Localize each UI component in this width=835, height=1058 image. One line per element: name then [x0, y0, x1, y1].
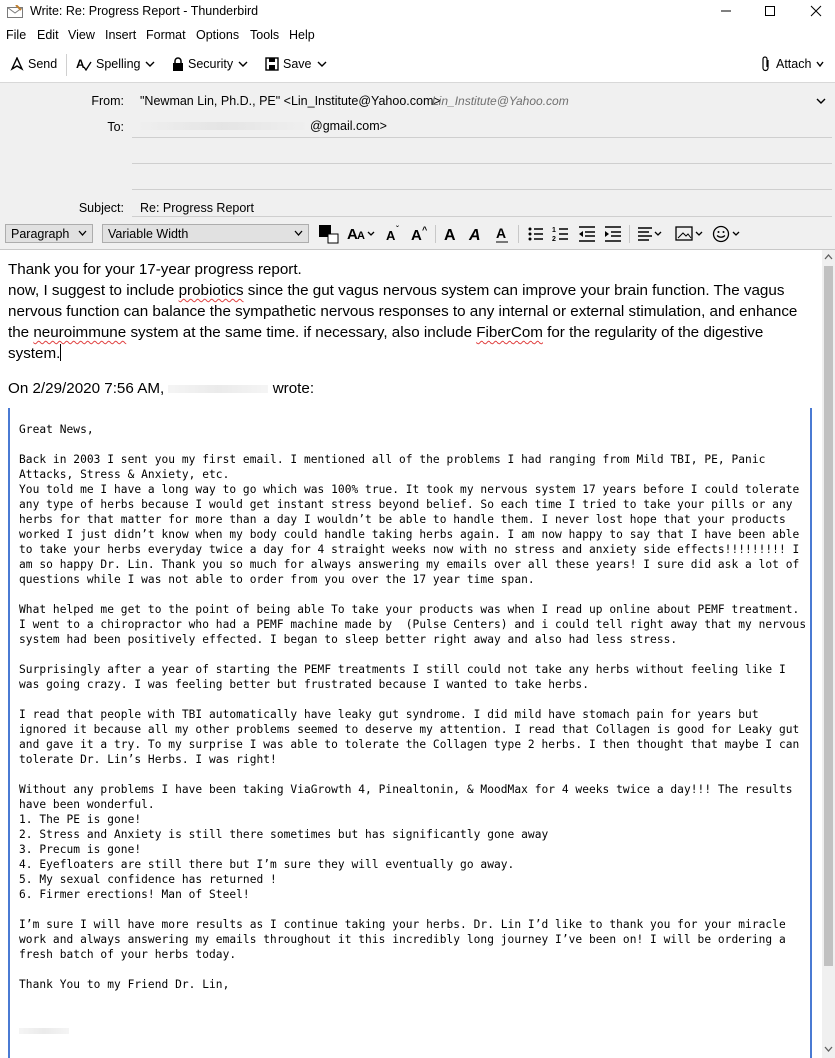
- from-select[interactable]: [132, 89, 832, 111]
- chevron-down-icon[interactable]: [815, 59, 825, 69]
- subject-label: Subject:: [78, 201, 124, 215]
- svg-text:A: A: [496, 225, 507, 241]
- reply-text: [8, 259, 813, 364]
- misspelled-word[interactable]: probiotics: [178, 282, 244, 299]
- format-toolbar: [0, 219, 835, 250]
- svg-text:A: A: [347, 226, 358, 243]
- svg-text:1: 1: [552, 227, 556, 234]
- attach-button[interactable]: [760, 54, 825, 74]
- reply-text-segment: for the regularity of the digestive system.: [8, 324, 764, 362]
- from-label: From:: [91, 94, 124, 108]
- menu-format[interactable]: Format: [146, 28, 186, 42]
- toolbar-separator: [66, 54, 67, 76]
- title-bar: [0, 0, 835, 24]
- subject-input[interactable]: Re: Progress Report: [140, 201, 254, 215]
- paperclip-icon: [760, 56, 772, 72]
- chevron-down-icon[interactable]: [237, 59, 249, 69]
- font-select[interactable]: [102, 224, 309, 243]
- attribution-date: On 2/29/2020 7:56 AM,: [8, 380, 165, 397]
- indent-icon[interactable]: [604, 224, 622, 244]
- save-icon: [265, 57, 279, 71]
- save-label: Save: [283, 57, 312, 71]
- chevron-down-icon: [78, 230, 87, 237]
- message-headers: [0, 82, 835, 220]
- bold-icon[interactable]: [443, 224, 461, 244]
- scroll-up-icon[interactable]: [824, 253, 833, 261]
- subject-underline: [132, 216, 832, 217]
- menu-help[interactable]: Help: [289, 28, 315, 42]
- send-button[interactable]: [10, 54, 57, 74]
- quoted-message: [8, 408, 812, 1058]
- svg-text:^: ^: [422, 225, 428, 235]
- attach-label: Attach: [776, 57, 812, 71]
- chevron-down-icon: [294, 230, 303, 237]
- body-scrollbar[interactable]: [822, 250, 835, 1058]
- save-button[interactable]: [265, 54, 328, 74]
- format-separator: [629, 225, 630, 243]
- menu-options[interactable]: Options: [196, 28, 240, 42]
- outdent-icon[interactable]: [578, 224, 596, 244]
- redacted-recipient: [140, 122, 305, 130]
- scroll-thumb[interactable]: [824, 266, 833, 966]
- format-separator: [435, 225, 436, 243]
- to-label: To:: [107, 120, 124, 134]
- menu-file[interactable]: File: [6, 28, 27, 42]
- reply-text-segment: now, I suggest to include: [8, 282, 179, 299]
- scroll-down-icon[interactable]: [824, 1045, 833, 1053]
- svg-text:A: A: [444, 227, 456, 244]
- compose-icon: [7, 5, 23, 18]
- security-label: Security: [188, 57, 234, 71]
- chevron-down-icon[interactable]: [144, 59, 156, 69]
- reply-text-segment: since the gut vagus nervous system can improve your brain function. The vagus nervous function can balance the sympathetic nervous responses to any internal or external stimulation, and enhance the: [8, 282, 798, 341]
- window-title: Write: Re: Progress Report - Thunderbird: [30, 4, 259, 18]
- svg-text:ˇ: ˇ: [396, 225, 399, 234]
- compose-toolbar: [0, 50, 835, 78]
- close-button[interactable]: [805, 2, 827, 20]
- maximize-button[interactable]: [759, 2, 781, 20]
- spelling-button[interactable]: [76, 54, 156, 74]
- to-underline: [132, 137, 832, 138]
- redacted-signature: [19, 1028, 69, 1034]
- svg-text:2: 2: [552, 236, 556, 243]
- quote-attribution: [8, 380, 314, 397]
- reply-text-segment: system at the same time. if necessary, also include: [126, 324, 477, 341]
- svg-text:A: A: [76, 57, 85, 71]
- numbered-list-icon[interactable]: [552, 224, 570, 244]
- recipient-row-2[interactable]: [132, 163, 832, 164]
- redacted-sender: [168, 385, 268, 393]
- increase-font-icon[interactable]: [410, 224, 430, 244]
- svg-text:A: A: [357, 230, 365, 242]
- paragraph-format-value: Paragraph: [11, 227, 70, 241]
- send-icon: [10, 57, 24, 71]
- chevron-down-icon: [815, 96, 827, 106]
- send-label: Send: [28, 57, 58, 71]
- chevron-down-icon[interactable]: [316, 59, 328, 69]
- security-button[interactable]: [172, 54, 249, 74]
- text-color-icon[interactable]: [318, 224, 340, 244]
- font-size-icon[interactable]: [347, 224, 377, 244]
- italic-icon[interactable]: [468, 224, 486, 244]
- from-identity: Lin_Institute@Yahoo.com: [432, 94, 569, 108]
- spelling-icon: [76, 57, 92, 71]
- to-value: @gmail.com>: [310, 119, 387, 133]
- lock-icon: [172, 57, 184, 71]
- insert-image-icon[interactable]: [675, 224, 705, 244]
- menu-edit[interactable]: Edit: [37, 28, 59, 42]
- quoted-text: Great News, Back in 2003 I sent you my first email. I mentioned all of the problems I had ranging from Mild TBI, PE, Panic Attacks, Stress & Anxiety, etc. You told me I have a long way to go which was 100% true. It took my nervous system 17 years before I could tolerate any type of herbs because I would get instant stress beyond belief. So each time I tried to take your pills or any herbs for that matter for more than a day I wouldn’t be able to handle them. I never lost hope that your products worked I just didn’t know when my body could handle taking herbs again. I am now happy to say that I have been able to take your herbs everyday twice a day for 4 straight weeks now with no stress and anxiety side effects!!!!!!!!! I am so happy Dr. Lin. Thank you so much for always answering my emails over all these years! I sure did ask a lot of questions while I was not able to order from you over the 17 year time span. What helped me get to the point of being able To take your products was when I read up online about PEMF treatment. I went to a chiropractor who had a PEMF machine made by (Pulse Centers) and i could tell right away that my nervous system had been positively effected. I began to sleep better right away and also had less stress. Surprisingly after a year of starting the PEMF treatments I still could not take any herbs without feeling like I was going crazy. I was feeling better but frustrated because I wanted to take herbs. I read that people with TBI automatically have leaky gut syndrome. I did mild have stomach pain for years but ignored it because all my other problems seemed to deserve my attention. I read that Collagen is good for Leaky gut and gave it a try. To my surprise I was able to tolerate the Collagen type 2 herbs. I then thought that maybe I can tolerate Dr. Lin’s Herbs. I was right! Without any problems I have been taking ViaGrowth 4, Pinealtonin, & MoodMax for 4 weeks twice a day!!! The results have been wonderful. 1. The PE is gone! 2. Stress and Anxiety is still there sometimes but has significantly gone away 3. Precum is gone! 4. Eyefloaters are still there but I’m sure they will eventually go away. 5. My sexual confidence has returned ! 6. Firmer erections! Man of Steel! I’m sure I will have more results as I continue taking your herbs. Dr. Lin I’d like to thank you for your miracle work and always answering my emails throughout it this incredibly long journey I’ve been on! I will be ordering a fresh batch of your herbs today. Thank You to my Friend Dr. Lin,: [19, 423, 807, 991]
- spelling-label: Spelling: [96, 57, 141, 71]
- svg-text:A: A: [386, 228, 396, 243]
- reply-paragraph: [8, 280, 813, 364]
- font-value: Variable Width: [108, 227, 189, 241]
- from-value: "Newman Lin, Ph.D., PE" <Lin_Institute@Yahoo.com>: [140, 94, 441, 108]
- menu-insert[interactable]: Insert: [105, 28, 137, 42]
- misspelled-word[interactable]: neuroimmune: [33, 324, 127, 341]
- format-separator: [518, 225, 519, 243]
- svg-text:A: A: [411, 227, 422, 244]
- emoji-icon[interactable]: [712, 224, 742, 244]
- minimize-button[interactable]: [715, 2, 737, 20]
- menu-tools[interactable]: Tools: [250, 28, 280, 42]
- align-icon[interactable]: [637, 224, 665, 244]
- to-field[interactable]: [132, 117, 832, 137]
- svg-text:A: A: [469, 227, 481, 244]
- bullet-list-icon[interactable]: [527, 224, 545, 244]
- reply-line-1: Thank you for your 17-year progress report.: [8, 261, 302, 278]
- misspelled-word[interactable]: FiberCom: [476, 324, 543, 341]
- attribution-wrote: wrote:: [272, 380, 315, 397]
- text-cursor: [60, 344, 61, 361]
- message-body[interactable]: [0, 250, 822, 1058]
- underline-icon[interactable]: [494, 224, 512, 244]
- menu-bar: [0, 26, 835, 46]
- menu-view[interactable]: View: [68, 28, 95, 42]
- recipient-row-3[interactable]: [132, 189, 832, 190]
- paragraph-format-select[interactable]: [5, 224, 93, 243]
- decrease-font-icon[interactable]: [385, 224, 405, 244]
